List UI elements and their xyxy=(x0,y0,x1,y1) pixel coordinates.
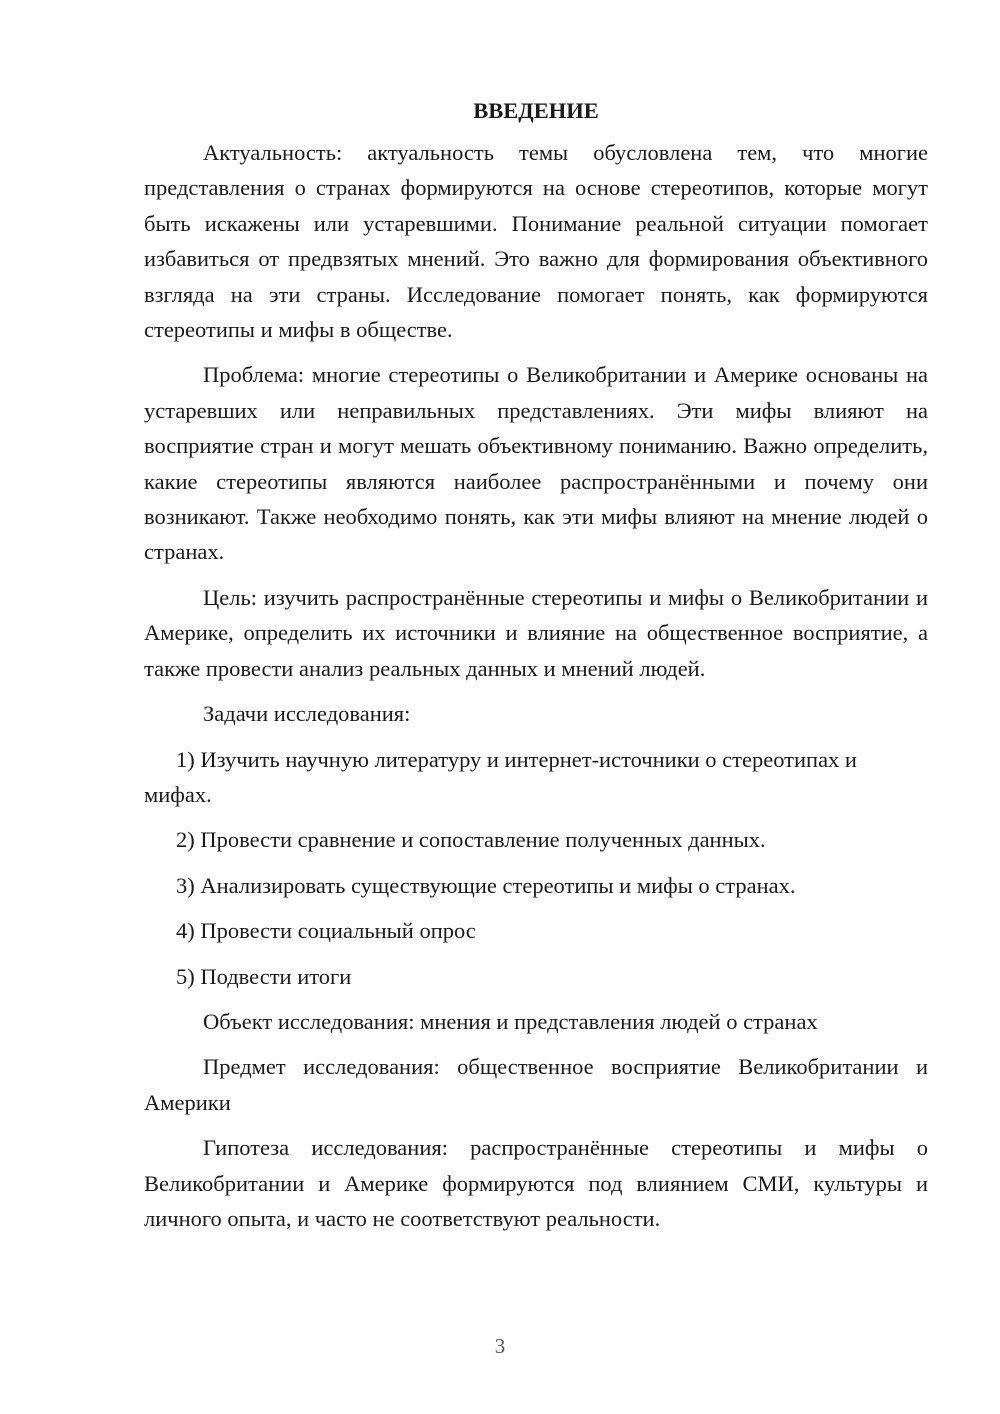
section-heading: ВВЕДЕНИЕ xyxy=(473,98,599,123)
paragraph-relevance: Актуальность: актуальность темы обусловлена тем, что многие представления о странах формируются на основе стереотипов, которые могут быть искажены или устаревшими. Понимание реальной ситуации помогает избавиться от предвзятых мнений. Это важно для формирования объективного взгляда на эти страны. Исследование помогает понять, как формируются стереотипы и мифы в обществе. xyxy=(144,140,928,343)
paragraph-hypothesis: Гипотеза исследования: распространённые стереотипы и мифы о Великобритании и Америке формируются под влиянием СМИ, культуры и личного опыта, и часто не соответствуют реальности. xyxy=(144,1135,928,1231)
task-item-3: 3) Анализировать существующие стереотипы и мифы о странах. xyxy=(176,872,796,898)
task-item-4: 4) Провести социальный опрос xyxy=(176,918,476,944)
document-page xyxy=(144,96,928,1246)
task-item-1: 1) Изучить научную литературу и интернет-источники о стереотипах и мифах. xyxy=(144,746,857,807)
task-item-2: 2) Провести сравнение и сопоставление полученных данных. xyxy=(176,827,766,853)
paragraph-subject: Предмет исследования: общественное восприятие Великобритании и Америки xyxy=(144,1054,928,1115)
paragraph-object: Объект исследования: мнения и представления людей о странах xyxy=(203,1008,818,1034)
task-item-5: 5) Подвести итоги xyxy=(176,963,352,989)
paragraph-goal: Цель: изучить распространённые стереотипы и мифы о Великобритании и Америке, определить их источники и влияние на общественное восприятие, а также провести анализ реальных данных и мнений людей. xyxy=(144,584,928,681)
page-number: 3 xyxy=(494,1334,506,1358)
tasks-heading: Задачи исследования: xyxy=(203,701,411,727)
paragraph-problem: Проблема: многие стереотипы о Великобритании и Америке основаны на устаревших или неправильных представлениях. Эти мифы влияют на восприятие стран и могут мешать объективному пониманию. Важно определить, какие стереотипы являются наиболее распространёнными и почему они возникают. Также необходимо понять, как эти мифы влияют на мнение людей о странах. xyxy=(144,362,928,565)
